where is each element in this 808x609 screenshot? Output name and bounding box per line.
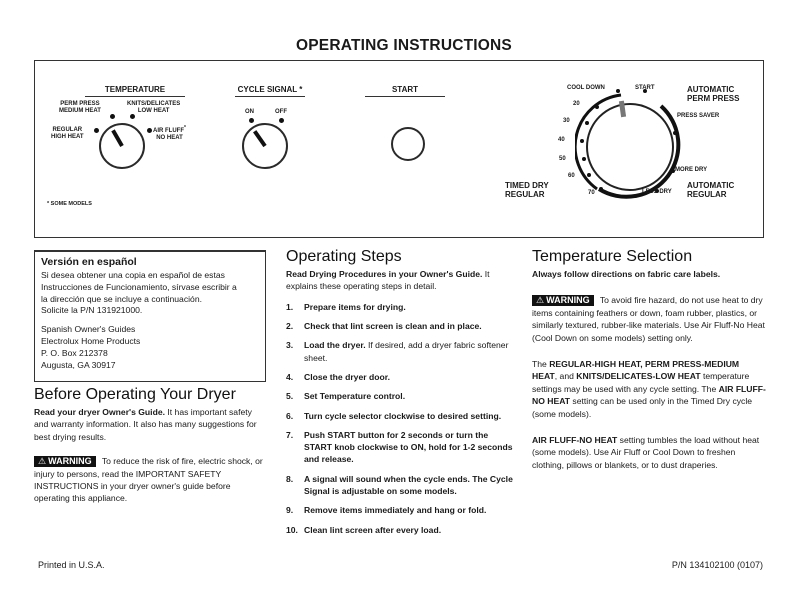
temperature-knob[interactable] bbox=[99, 123, 145, 169]
printed-in-note: Printed in U.S.A. bbox=[38, 560, 105, 570]
label-start-position: START bbox=[635, 85, 655, 91]
spanish-line: Electrolux Home Products bbox=[41, 335, 141, 346]
temperature-heading: TEMPERATURE bbox=[85, 85, 185, 97]
operating-steps-intro: Read Drying Procedures in your Owner's Guide. It explains these operating steps in detail. bbox=[286, 269, 490, 292]
dial-position-dot bbox=[580, 139, 584, 143]
step-item: 8. A signal will sound when the cycle ends. The Cycle Signal is adjustable on some models. bbox=[286, 473, 513, 497]
temperature-warning: ⚠ WARNING To avoid fire hazard, do not use heat to dry items containing feathers or down, foam rubber, plastics, or similarly textured, rubber-like materials. Use Air Fluff-No Heat (Cool Down on some models) setting only. bbox=[532, 295, 765, 343]
dial-position-dot bbox=[595, 105, 599, 109]
label-minutes-40: 40 bbox=[558, 137, 565, 143]
spanish-line: Augusta, GA 30917 bbox=[41, 359, 116, 370]
step-item: 4. Close the dryer door. bbox=[286, 372, 390, 382]
operating-steps-title: Operating Steps bbox=[286, 248, 402, 265]
label-less-dry: LESS DRY bbox=[642, 189, 672, 195]
label-minutes-30: 30 bbox=[563, 118, 570, 124]
label-air-fluff: AIR FLUFF* NO HEAT bbox=[153, 125, 186, 141]
spanish-spacer bbox=[41, 317, 259, 324]
dial-knob[interactable] bbox=[587, 104, 673, 190]
spanish-line: Si desea obtener una copia en español de estas bbox=[41, 270, 225, 280]
steps-list bbox=[286, 301, 514, 536]
warning-badge: ⚠ WARNING bbox=[532, 295, 594, 306]
step-item: 1. Prepare items for drying. bbox=[286, 301, 406, 312]
step-item: 7. Push START button for 2 seconds or turn the START knob clockwise to ON, hold for 1-2 seconds and release. bbox=[286, 429, 513, 465]
label-automatic-perm-press: AUTOMATIC PERM PRESS bbox=[687, 85, 740, 103]
label-off: OFF bbox=[275, 109, 287, 115]
label-minutes-70: 70 bbox=[588, 190, 595, 196]
some-models-note: * SOME MODELS bbox=[47, 201, 92, 207]
label-perm-press: PERM PRESS MEDIUM HEAT bbox=[59, 101, 101, 114]
step-item: 5. Set Temperature control. bbox=[286, 391, 406, 402]
knob-pointer-icon bbox=[111, 129, 123, 147]
before-operating-lead: Read your dryer Owner's Guide. It has important safety and warranty information. It also has many suggestions for best drying results. bbox=[34, 407, 257, 442]
before-operating-warning: ⚠ WARNING To reduce the risk of fire, electric shock, or injury to persons, read the IMPORTANT SAFETY INSTRUCTIONS in your dryer owner's guide before operating this appliance. bbox=[34, 456, 263, 504]
spanish-line: Solicite la P/N 131921000. bbox=[41, 305, 143, 316]
warning-triangle-icon: ⚠ bbox=[38, 456, 47, 467]
before-operating-section bbox=[34, 386, 266, 505]
signal-position-dot bbox=[279, 118, 284, 123]
spanish-line: la dirección que se incluye a continuación. bbox=[41, 293, 202, 304]
spanish-title: Versión en español bbox=[41, 256, 137, 268]
step-item: 6. Turn cycle selector clockwise to desired setting. bbox=[286, 410, 502, 421]
step-item: 3. Load the dryer. If desired, add a dryer fabric softener sheet. bbox=[286, 340, 509, 363]
temp-position-dot bbox=[94, 128, 99, 133]
dial-position-dot bbox=[599, 187, 603, 191]
label-minutes-20: 20 bbox=[573, 101, 580, 107]
step-item: 10. Clean lint screen after every load. bbox=[286, 524, 442, 535]
page-title: OPERATING INSTRUCTIONS bbox=[296, 37, 512, 54]
warning-triangle-icon: ⚠ bbox=[536, 295, 545, 306]
dial-position-dot bbox=[673, 131, 677, 135]
label-cool-down: COOL DOWN bbox=[567, 85, 605, 91]
spanish-line: Spanish Owner's Guides bbox=[41, 324, 136, 335]
dial-position-dot bbox=[582, 157, 586, 161]
dial-position-dot bbox=[587, 173, 591, 177]
temperature-selection-subtitle: Always follow directions on fabric care labels. bbox=[532, 269, 721, 279]
step-item: 9. Remove items immediately and hang or fold. bbox=[286, 505, 487, 516]
label-more-dry: MORE DRY bbox=[675, 167, 708, 173]
temperature-selection-title: Temperature Selection bbox=[532, 248, 693, 265]
label-press-saver: PRESS SAVER bbox=[677, 113, 720, 119]
before-operating-title: Before Operating Your Dryer bbox=[34, 386, 236, 403]
spanish-line: Instrucciones de Funcionamiento, sírvase escribir a bbox=[41, 281, 237, 292]
label-automatic-regular: AUTOMATIC REGULAR bbox=[687, 181, 735, 199]
label-on: ON bbox=[245, 109, 254, 115]
start-heading: START bbox=[365, 85, 445, 97]
dial-position-dot bbox=[585, 121, 589, 125]
dial-position-dot bbox=[616, 89, 620, 93]
operating-steps-section bbox=[286, 248, 514, 543]
signal-position-dot bbox=[249, 118, 254, 123]
label-knits-delicates: KNITS/DELICATES LOW HEAT bbox=[127, 101, 181, 114]
warning-badge: ⚠ WARNING bbox=[34, 456, 96, 467]
temperature-selection-section bbox=[532, 248, 766, 471]
start-button[interactable] bbox=[391, 127, 425, 161]
air-fluff-paragraph: AIR FLUFF-NO HEAT setting tumbles the load without heat (some models). Use Air Fluff or Cool Down to freshen clothing, pillows or blankets, or to dust draperies. bbox=[532, 435, 760, 470]
label-minutes-50: 50 bbox=[559, 156, 566, 162]
spanish-line: P. O. Box 212378 bbox=[41, 347, 108, 358]
step-item: 2. Check that lint screen is clean and in place. bbox=[286, 321, 482, 332]
temperature-settings-paragraph: The REGULAR-HIGH HEAT, PERM PRESS-MEDIUM HEAT, and KNITS/DELICATES-LOW HEAT temperature settings may be used with any cycle setting. The AIR FLUFF-NO HEAT setting can be used only in the Timed Dry cycle (some models). bbox=[532, 359, 766, 419]
cycle-signal-knob[interactable] bbox=[242, 123, 288, 169]
temp-position-dot bbox=[130, 114, 135, 119]
knob-pointer-icon bbox=[253, 130, 267, 147]
label-timed-dry: TIMED DRY REGULAR bbox=[505, 181, 549, 199]
temp-position-dot bbox=[147, 128, 152, 133]
control-panel-diagram bbox=[34, 60, 764, 238]
label-minutes-60: 60 bbox=[568, 173, 575, 179]
label-regular: REGULAR HIGH HEAT bbox=[51, 127, 84, 140]
cycle-signal-heading: CYCLE SIGNAL * bbox=[235, 85, 305, 97]
part-number: P/N 134102100 (0107) bbox=[671, 560, 763, 570]
temp-position-dot bbox=[110, 114, 115, 119]
spanish-version-box bbox=[34, 250, 266, 382]
